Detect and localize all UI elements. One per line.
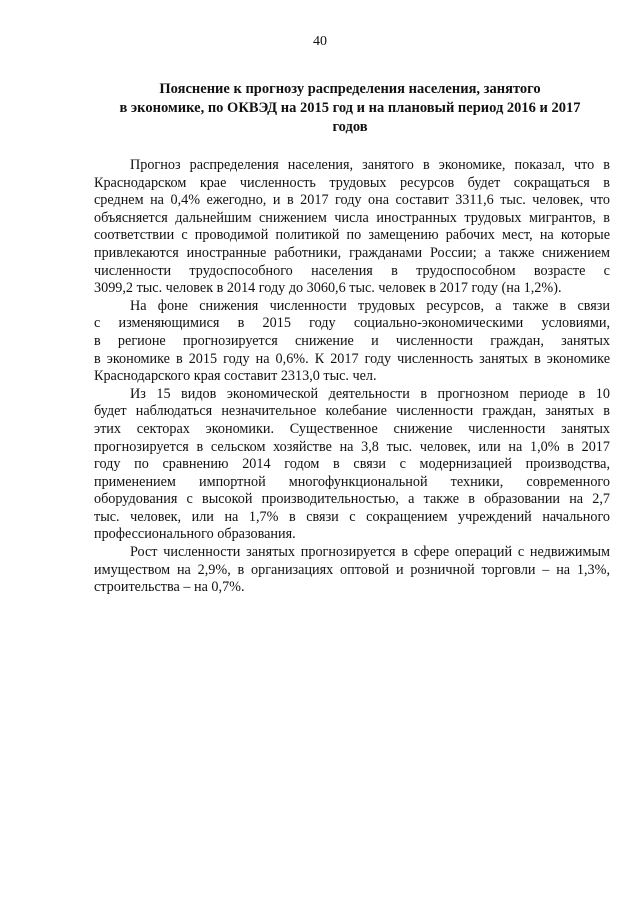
text-line: прогнозируется в сельском хозяйстве на 3,8 тыс. человек, или на 1,0% в 2017: [94, 438, 610, 455]
text-line: 3099,2 тыс. человек в 2014 году до 3060,6 тыс. человек в 2017 году (на 1,2%).: [94, 280, 562, 297]
text-line: среднем на 0,4% ежегодно, и в 2017 году она составит 3311,6 тыс. человек, что: [94, 192, 610, 209]
text-line: Из 15 видов экономической деятельности в прогнозном периоде в 10: [130, 385, 610, 402]
text-line: тыс. человек, или на 1,7% в связи с сокращением учреждений начального: [94, 508, 610, 525]
page-number: 40: [313, 34, 327, 49]
text-line: Краснодарском крае численность трудовых ресурсов будет сокращаться в: [94, 174, 610, 191]
title-line: в экономике, по ОКВЭД на 2015 год и на плановый период 2016 и 2017: [119, 100, 581, 116]
text-line: привлекаются иностранные работники, гражданами России; а также снижением: [94, 244, 610, 261]
text-line: На фоне снижения численности трудовых ресурсов, а также в связи: [130, 297, 610, 314]
title-line: Пояснение к прогнозу распределения населения, занятого: [159, 81, 541, 97]
text-line: будет наблюдаться незначительное колебание численности граждан, занятых в: [94, 403, 610, 420]
text-line: профессионального образования.: [94, 526, 296, 543]
document-body: [94, 157, 610, 597]
text-line: строительства – на 0,7%.: [94, 579, 245, 596]
text-line: с изменяющимися в 2015 году социально-экономическими условиями,: [94, 315, 610, 332]
text-line: этих секторах экономики. Существенное снижение численности занятых: [94, 420, 610, 437]
text-line: численности трудоспособного населения в трудоспособном возрасте с: [94, 262, 610, 279]
text-line: Прогноз распределения населения, занятого в экономике, показал, что в: [130, 157, 610, 173]
text-line: в экономике в 2015 году на 0,6%. К 2017 году численность занятых в экономике: [94, 350, 610, 367]
text-line: имуществом на 2,9%, в организациях оптовой и розничной торговли – на 1,3%,: [94, 561, 610, 578]
text-line: оборудования с высокой производительностью, а также в образовании на 2,7: [94, 491, 610, 508]
paragraph-3: [94, 386, 610, 544]
paragraph-4: [94, 544, 610, 597]
text-line: применением импортной многофункциональной техники, современного: [94, 473, 610, 490]
text-line: году по сравнению 2014 годом в связи с модернизацией производства,: [94, 456, 610, 473]
title-line: годов: [332, 119, 368, 135]
text-line: соответствии с проводимой политикой по замещению рабочих мест, на которые: [94, 227, 610, 244]
text-line: в регионе прогнозируется снижение и численности граждан, занятых: [94, 332, 610, 349]
text-line: объясняется дальнейшим снижением числа иностранных трудовых мигрантов, в: [94, 209, 610, 226]
paragraph-2: [94, 298, 610, 386]
paragraph-1: [94, 157, 610, 298]
text-line: Рост численности занятых прогнозируется в сфере операций с недвижимым: [130, 544, 610, 561]
document-title: [90, 80, 610, 137]
text-line: Краснодарского края составит 2313,0 тыс. чел.: [94, 368, 377, 385]
